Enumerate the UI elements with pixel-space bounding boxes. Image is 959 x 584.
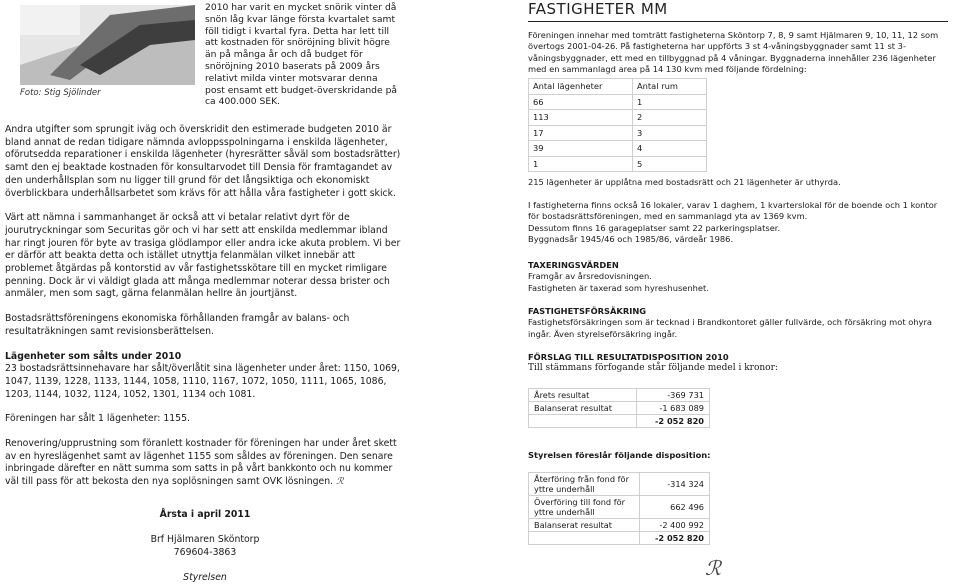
table-row bbox=[529, 532, 710, 545]
insurance-heading: FASTIGHETSFÖRSÄKRING bbox=[528, 306, 647, 316]
proposal-heading: Styrelsen föreslår följande disposition: bbox=[528, 450, 711, 460]
row-label bbox=[529, 415, 637, 428]
disposition-section bbox=[528, 352, 948, 375]
rooms-count: 2 bbox=[633, 110, 707, 126]
table-row bbox=[529, 141, 707, 157]
built-year-text: Byggnadsår 1945/46 och 1985/86, värdeår 1986. bbox=[528, 234, 734, 245]
table-row bbox=[529, 94, 707, 110]
table-row bbox=[529, 125, 707, 141]
row-value: 662 496 bbox=[640, 496, 710, 519]
rooms-count: 1 bbox=[633, 94, 707, 110]
renovation-text bbox=[5, 438, 405, 489]
row-total: -2 052 820 bbox=[637, 415, 710, 428]
sold-text: 23 bostadsrättsinnehavare har sålt/överlåtit sina lägenheter under året: 1150, 1069, 1047, 1139, 1228, 1133, 1144, 1058, 1110, 1167, 1072, 1050, 1111, 1065, 1086, 1203, 1144, 1032, 1124, 1052, 1301, 1134 och 1081. bbox=[5, 363, 400, 400]
photo bbox=[20, 5, 195, 85]
row-label: Återföring från fond för yttre underhåll bbox=[529, 473, 640, 496]
premises-text: I fastigheterna finns också 16 lokaler, varav 1 daghem, 1 kvarterslokal för de boende och 1 kontor för bostadsrättsföreningen, med en sammanlagd yta av 1369 kvm. bbox=[528, 200, 938, 222]
row-value: -1 683 089 bbox=[637, 402, 710, 415]
paragraph-securitas: Värt att nämna i sammanhanget är också att vi betalar relativt dyrt för de jourutryckningar som Securitas gör och vi har sett att enskilda medlemmar ibland har ringt jouren för byte av trasiga glödlampor eller andra icke akuta problem. Vi ber er därför att beakta detta och istället utnyttja felanmälan vilket innebär att problemet åtgärdas på kontorstid av vår fastighetsskötare till en mycket rimligare penning. Dock är vi väldigt glada att många medlemmar noterar dessa brister och anmäler, men som sagt, gärna felanmälan hellre än jourtjänst. bbox=[5, 212, 401, 300]
garage-text: Dessutom finns 16 garageplatser samt 22 parkeringsplatser. bbox=[528, 222, 781, 233]
paragraph-budget: Andra utgifter som sprungit iväg och överskridit den estimerade budgeten 2010 är bland annat de redan tidigare nämnda avloppsspolningarna i enskilda lägenheter, oförutsedda reparationer i enskilda lägenheter (hyresrätter såväl som bostadsrätter) samt den ej beaktade kostnaden för konsultarvodet till Densia för framtagandet av den underhållsplan som nu ligger till grund för det långsiktiga och ekonomiskt överblickbara underhållsarbetet som krävs för att hålla våra fastigheter i gott skick. bbox=[5, 124, 401, 199]
signature-mark-icon: ℛ bbox=[333, 476, 344, 488]
insurance-text: Fastighetsförsäkringen som är tecknad i Brandkontoret gäller fullvärde, och försäkring mot ohyra ingår. Även styrelseförsäkring ingår. bbox=[528, 317, 932, 339]
other-premises bbox=[528, 200, 948, 246]
tax-line-2: Fastigheten är taxerad som hyreshusenhet. bbox=[528, 282, 709, 293]
apartments-count: 113 bbox=[529, 110, 633, 126]
properties-intro: Föreningen innehar med tomträtt fastigheterna Sköntorp 7, 8, 9 samt Hjälmaren 9, 10, 11, 12 som övertogs 2001-04-26. På fastigheterna har uppförts 3 st 4-våningsbyggnader samt 11 st 3-våningsbyggnader, ett med en tillbyggnad på 4 våningar. Byggnaderna innehåller 236 lägenheter med en sammanlagd area på 14 130 kvm med följande fördelning: bbox=[528, 30, 939, 75]
apartment-table bbox=[528, 78, 707, 172]
paragraph-economy: Bostadsrättsföreningens ekonomiska förhållanden framgår av balans- och resultaträkningen samt revisionsberättelsen. bbox=[5, 313, 350, 337]
table-row bbox=[529, 473, 710, 496]
apartments-count: 39 bbox=[529, 141, 633, 157]
row-value: -2 400 992 bbox=[640, 519, 710, 532]
apartments-count: 66 bbox=[529, 94, 633, 110]
signature-mark-icon: ℛ bbox=[705, 556, 721, 580]
org-number: 769604-3863 bbox=[173, 547, 237, 558]
table-header-row bbox=[529, 79, 707, 95]
sold-heading: Lägenheter som sålts under 2010 bbox=[5, 350, 182, 362]
intro-paragraph: 2010 har varit en mycket snörik vinter då snön låg kvar länge första kvartalet samt föll tidigt i kvartal fyra. Detta har lett till att kostnaden för snöröjning blivit högre än på många år och då budget för snöröjning 2010 baserats på 2009 års relativt milda vinter motsvarar denna post ensamt ett budget-överskridande på ca 400.000 SEK. bbox=[205, 2, 398, 108]
tax-section bbox=[528, 260, 948, 294]
header-rooms: Antal rum bbox=[633, 79, 707, 95]
place-date: Årsta i april 2011 bbox=[159, 509, 251, 520]
result-table bbox=[528, 388, 710, 428]
board-signature: Styrelsen bbox=[183, 572, 227, 583]
tax-heading: TAXERINGSVÄRDEN bbox=[528, 260, 619, 270]
apartment-summary: 215 lägenheter är upplåtna med bostadsrätt och 21 lägenheter är uthyrda. bbox=[528, 177, 841, 187]
properties-title: FASTIGHETER MM bbox=[528, 0, 668, 18]
table-row bbox=[529, 156, 707, 172]
row-value: -314 324 bbox=[640, 473, 710, 496]
insurance-section bbox=[528, 306, 948, 340]
row-label: Balanserat resultat bbox=[529, 402, 637, 415]
row-label bbox=[529, 532, 640, 545]
row-label: Årets resultat bbox=[529, 389, 637, 402]
table-row bbox=[529, 402, 710, 415]
photo-caption: Foto: Stig Sjölinder bbox=[20, 88, 101, 98]
snow-roof-photo bbox=[20, 5, 195, 85]
tax-line-1: Framgår av årsredovisningen. bbox=[528, 271, 652, 282]
table-row bbox=[529, 519, 710, 532]
association-sold: Föreningen har sålt 1 lägenheter: 1155. bbox=[5, 413, 190, 425]
table-row bbox=[529, 389, 710, 402]
row-label: Balanserat resultat bbox=[529, 519, 640, 532]
disposition-subtitle: Till stämmans förfogande står följande medel i kronor: bbox=[528, 363, 778, 374]
table-row bbox=[529, 110, 707, 126]
renovation-body: Renovering/upprustning som föranlett kostnader för föreningen har under året skett av en hyreslägenhet samt av lägenhet 1155 som såldes av föreningen. Den senare inbringade därefter en nätt summa som satts in på vårt bankkonto och nu kommer väl till pass för att bekosta den nya soplösningen samt OVK lösningen. bbox=[5, 438, 397, 488]
org-name: Brf Hjälmaren Sköntorp bbox=[150, 534, 260, 545]
header-apartments: Antal lägenheter bbox=[529, 79, 633, 95]
apartments-count: 1 bbox=[529, 156, 633, 172]
row-label: Överföring till fond för yttre underhåll bbox=[529, 496, 640, 519]
table-row bbox=[529, 496, 710, 519]
rooms-count: 4 bbox=[633, 141, 707, 157]
title-rule bbox=[528, 21, 948, 22]
rooms-count: 3 bbox=[633, 125, 707, 141]
proposal-table bbox=[528, 472, 710, 545]
disposition-heading: FÖRSLAG TILL RESULTATDISPOSITION 2010 bbox=[528, 352, 729, 362]
apartments-count: 17 bbox=[529, 125, 633, 141]
rooms-count: 5 bbox=[633, 156, 707, 172]
row-value: -369 731 bbox=[637, 389, 710, 402]
table-row bbox=[529, 415, 710, 428]
left-column bbox=[5, 124, 405, 489]
row-total: -2 052 820 bbox=[640, 532, 710, 545]
